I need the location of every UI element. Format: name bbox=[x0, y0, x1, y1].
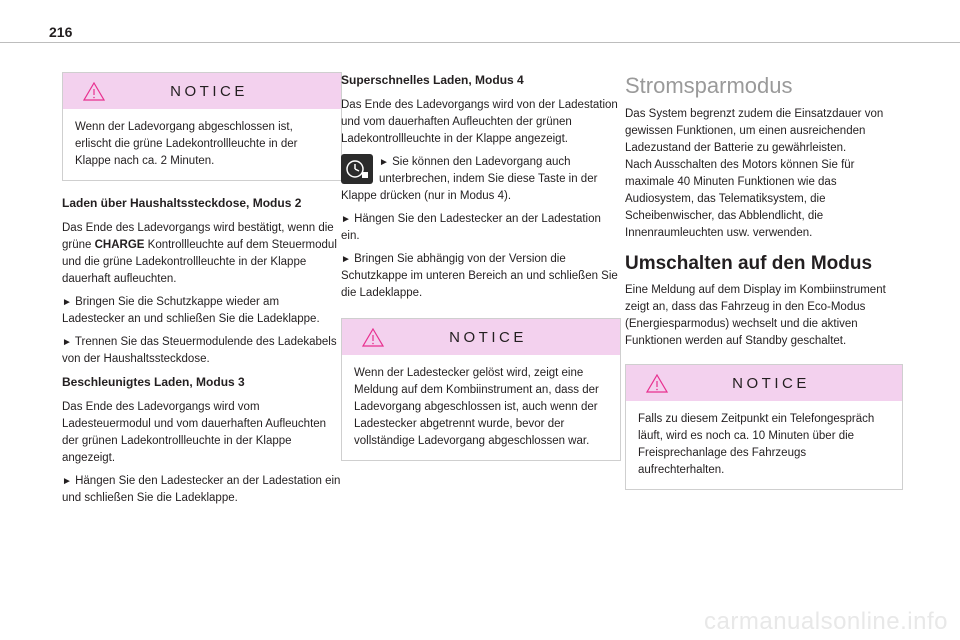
warning-icon bbox=[362, 328, 384, 347]
bullet-arrow: ► bbox=[341, 214, 351, 225]
section-title-stromsparmodus: Stromsparmodus bbox=[625, 73, 793, 98]
bullet-text: Hängen Sie den Ladestecker an der Ladestation ein und schließen Sie die Ladeklappe. bbox=[62, 475, 341, 504]
charge-label: CHARGE bbox=[94, 239, 145, 251]
notice-header bbox=[626, 365, 902, 401]
bullet-text: Trennen Sie das Steuermodulende des Ladekabels von der Haushaltssteckdose. bbox=[62, 336, 337, 365]
notice-title: NOTICE bbox=[170, 82, 248, 100]
notice-text: Wenn der Ladevorgang abgeschlossen ist, erlischt die grüne Ladekontrollleuchte in der Klappe nach ca. 2 Minuten. bbox=[75, 121, 298, 167]
notice-box bbox=[625, 364, 903, 490]
header-divider bbox=[0, 42, 960, 43]
column-1 bbox=[62, 72, 342, 513]
paragraph: Nach Ausschalten des Motors können Sie für maximale 40 Minuten Funktionen wie das Audiosystem, das Telematiksystem, die Scheibenwischer, das Abblendlicht, die Innenraumleuchten usw. verwenden. bbox=[625, 159, 855, 239]
section-heading: Superschnelles Laden, Modus 4 bbox=[341, 73, 524, 87]
notice-body bbox=[63, 109, 341, 180]
section-heading: Beschleunigtes Laden, Modus 3 bbox=[62, 375, 245, 389]
notice-title: NOTICE bbox=[449, 328, 527, 346]
bullet-arrow: ► bbox=[379, 157, 389, 168]
column-3 bbox=[625, 72, 903, 504]
bullet-item bbox=[341, 251, 621, 302]
text-run: Das System begrenzt zudem die Einsatzdauer von gewissen Funktionen, um einen ausreichenden Ladezustand der Batterie zu gewährleisten. bbox=[625, 108, 884, 154]
watermark: carmanualsonline.info bbox=[704, 608, 948, 635]
bullet-item bbox=[62, 473, 342, 507]
bullet-item bbox=[341, 211, 621, 245]
warning-icon bbox=[646, 374, 668, 393]
section-title-umschalten: Umschalten auf den Modus bbox=[625, 253, 873, 274]
notice-title: NOTICE bbox=[732, 374, 810, 392]
notice-header bbox=[63, 73, 341, 109]
notice-box bbox=[62, 72, 342, 181]
notice-body bbox=[342, 355, 620, 460]
paragraph: Das Ende des Ladevorgangs wird vom Ladesteuermodul und vom dauerhaften Aufleuchten der grünen Ladekontrollleuchte in der Klappe angezeigt. bbox=[62, 401, 327, 464]
bullet-arrow: ► bbox=[62, 337, 72, 348]
notice-text: Wenn der Ladestecker gelöst wird, zeigt eine Meldung auf dem Kombiinstrument an, dass der Ladevorgang abgeschlossen ist, auch wenn der Ladestecker abgetrennt wurde, bevor der vollständige Ladevorgang abgeschlossen war. bbox=[354, 367, 599, 447]
notice-text: Falls zu diesem Zeitpunkt ein Telefongespräch läuft, wird es noch ca. 10 Minuten über die Freisprechanlage des Fahrzeugs aufrechterhalten. bbox=[638, 413, 875, 476]
bullet-text: Bringen Sie abhängig von der Version die Schutzkappe im unteren Bereich an und schließen Sie die Ladeklappe. bbox=[341, 253, 618, 299]
notice-body bbox=[626, 401, 902, 489]
bullet-arrow: ► bbox=[62, 476, 72, 487]
bullet-arrow: ► bbox=[62, 297, 72, 308]
notice-box bbox=[341, 318, 621, 461]
bullet-text: Hängen Sie den Ladestecker an der Ladestation ein. bbox=[341, 213, 601, 242]
notice-header bbox=[342, 319, 620, 355]
bullet-text: Sie können den Ladevorgang auch unterbrechen, indem Sie diese Taste in der Klappe drücken (nur in Modus 4). bbox=[341, 156, 598, 202]
column-2 bbox=[341, 72, 621, 475]
section-heading: Laden über Haushaltssteckdose, Modus 2 bbox=[62, 196, 302, 210]
paragraph bbox=[62, 220, 342, 288]
paragraph: Eine Meldung auf dem Display im Kombiinstrument zeigt an, dass das Fahrzeug in den Eco-Modus (Energiesparmodus) wechselt und die aktiven Funktionen werden auf Standby geschaltet. bbox=[625, 284, 886, 347]
bullet-arrow: ► bbox=[341, 254, 351, 265]
text-run: Kontrollleuchte auf dem Steuermodul und die grüne Ladekontrollleuchte in der Klappe dauerhaft aufleuchten. bbox=[62, 239, 337, 285]
paragraph bbox=[625, 106, 903, 157]
bullet-text: Bringen Sie die Schutzkappe wieder am Ladestecker an und schließen Sie die Ladeklappe. bbox=[62, 296, 320, 325]
paragraph: Das Ende des Ladevorgangs wird von der Ladestation und vom dauerhaften Aufleuchten der grünen Ladekontrollleuchte in der Klappe angezeigt. bbox=[341, 99, 618, 145]
charge-stop-button-icon bbox=[341, 154, 373, 184]
page-number: 216 bbox=[49, 24, 73, 40]
bullet-item bbox=[341, 154, 621, 205]
warning-icon bbox=[83, 82, 105, 101]
bullet-item bbox=[62, 294, 342, 328]
text-run: Das Ende des Ladevorgangs wird bestätigt, wenn die grüne bbox=[62, 222, 334, 251]
bullet-item bbox=[62, 334, 342, 368]
